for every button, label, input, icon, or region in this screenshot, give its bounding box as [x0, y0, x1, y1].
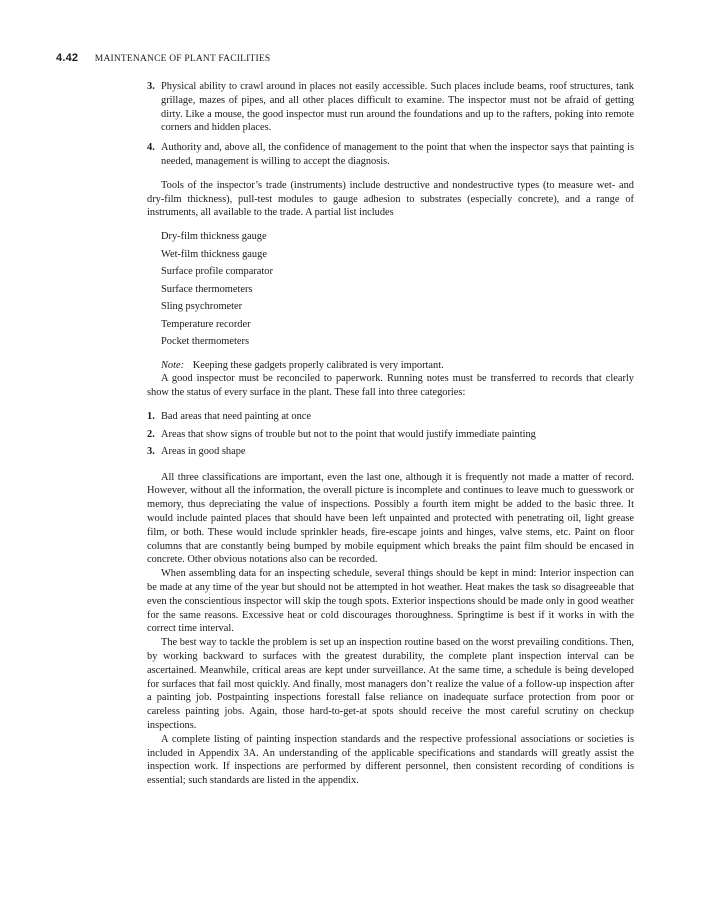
note-text: Keeping these gadgets properly calibrated is very important.: [192, 359, 444, 371]
paperwork-paragraph: A good inspector must be reconciled to paperwork. Running notes must be transferred to records that clearly show the status of every surface in the plant. These fall into three categories:: [147, 373, 634, 399]
category-text: Areas that show signs of trouble but not to the point that would justify immediate painting: [161, 428, 536, 440]
running-header: [56, 52, 270, 64]
category-number: 2.: [147, 428, 155, 440]
instrument-item: Dry-film thickness gauge: [161, 231, 267, 243]
body-column: [147, 80, 634, 788]
category-item: [147, 408, 634, 426]
instrument-item: Surface profile comparator: [161, 266, 273, 278]
category-item: [147, 426, 634, 444]
category-text: Areas in good shape: [161, 446, 246, 458]
ability-text: Physical ability to crawl around in places not easily accessible. Such places include beams, roof structures, tank grillage, mazes of pipes, and all other places difficult to examine. The inspector must not be afraid of getting dirty. Like a mouse, the good inspector must run around the foundations and up to the rafters, poking into remote corners and hidden places.: [161, 81, 634, 134]
category-number: 1.: [147, 411, 155, 423]
page-number: 4.42: [56, 52, 79, 64]
instrument-item: Wet-film thickness gauge: [161, 248, 267, 260]
running-title: MAINTENANCE OF PLANT FACILITIES: [94, 54, 271, 64]
body-paragraph: The best way to tackle the problem is set up an inspection routine based on the worst prevailing conditions. Then, by working backward to surfaces with the greatest durability, the complete plant inspection interval can be ascertained. Meanwhile, critical areas are kept under surveillance. At the same time, a schedule is being developed for surfaces that fail most quickly. And finally, most managers don’t realize the value of a follow-up inspection after a painting job. Postpainting inspections forestall false reliance on inadequate surface protection from poor or careless painting jobs. Again, those hard-to-get-at spots should receive the most careful scrutiny on checkup inspections.: [147, 637, 634, 731]
note-paragraph: [147, 359, 634, 373]
body-paragraph: A complete listing of painting inspection standards and the respective professional associations or societies is included in Appendix 3A. An understanding of the applicable specifications and standards will greatly assist the inspection work. If inspections are performed by different personnel, then consistent recording of conditions is essential; such standards are listed in the appendix.: [147, 733, 634, 787]
ability-item: [147, 80, 634, 135]
body-paragraph: When assembling data for an inspecting schedule, several things should be kept in mind: Interior inspection can be made at any time of the year but should not be attempted in hot weather. Heat makes the task so disagreeable that even the conscientious inspector will skip the tough spots. Exterior inspections should be made only in good weather for the same reasons. Excessive heat or cold discourages thoroughness. Springtime is best if it works in with the correct time interval.: [147, 568, 634, 635]
ability-text: Authority and, above all, the confidence of management to the point that when the inspector says that painting is needed, management is willing to accept the diagnosis.: [161, 142, 634, 167]
note-label: Note:: [161, 359, 185, 371]
instrument-item: Sling psychrometer: [161, 301, 243, 313]
tools-paragraph: Tools of the inspector’s trade (instruments) include destructive and nondestructive types (to measure wet- and dry-film thickness), pull-test modules to gauge adhesion to substrates (especially concrete), and a range of instruments, all available to the trade. A partial list includes: [147, 179, 634, 219]
body-paragraph: All three classifications are important, even the last one, although it is frequently not made a matter of record. However, without all the information, the overall picture is incomplete and continues to leave much to guesswork or memory, thus depreciating the value of inspections. Possibly a fourth item might be added to the basic three. It would include painted places that should have been left unpainted and protected with penetrating oil, light grease film, or both. These would include sprinkler heads, fire-escape joints and hinges, valve stems, etc. Paint on floor columns that are constantly being bumped by mobile equipment which breaks the paint film should be encased in concrete. Other obvious notations also can be recorded.: [147, 471, 634, 566]
ability-number: 3.: [147, 81, 155, 92]
category-number: 3.: [147, 446, 155, 458]
instrument-list: [161, 228, 634, 351]
category-text: Bad areas that need painting at once: [161, 411, 312, 423]
ability-number: 4.: [147, 142, 155, 154]
category-item: [147, 443, 634, 461]
ability-item: [147, 141, 634, 169]
instrument-item: Temperature recorder: [161, 318, 251, 330]
instrument-item: Pocket thermometers: [161, 336, 250, 348]
instrument-item: Surface thermometers: [161, 283, 253, 295]
